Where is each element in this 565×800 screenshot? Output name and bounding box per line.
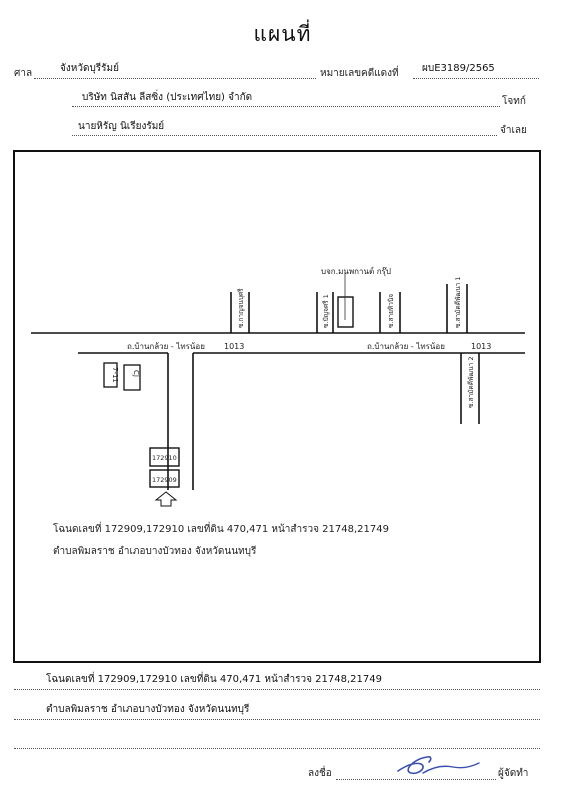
shop-cj-label: CJ — [132, 370, 140, 377]
court-label: ศาล — [14, 68, 33, 79]
map-frame — [13, 150, 541, 663]
court-dotted-line — [34, 78, 316, 79]
road-left-number: 1013 — [224, 342, 245, 351]
handwritten-signature — [393, 745, 483, 781]
plot-172909-label: 172909 — [152, 476, 177, 484]
shop-711-label: 7-11 — [111, 367, 119, 383]
shop-cj-building — [124, 365, 140, 390]
sign-label: ลงชื่อ — [308, 768, 332, 779]
company-building — [338, 297, 353, 327]
footer-info-line-1: โฉนดเลขที่ 172909,172910 เลขที่ดิน 470,471 หน้าสำรวจ 21748,21749 — [46, 674, 382, 685]
company-label: บจก.มนพกานต์ กรุ๊ป — [321, 267, 391, 276]
road-right-number: 1013 — [471, 342, 492, 351]
preparer-label: ผู้จัดทำ — [498, 768, 529, 779]
case-number-label: หมายเลขคดีแดงที่ — [320, 68, 399, 79]
plaintiff-label: โจทก์ — [502, 96, 526, 107]
case-number-dotted-line — [413, 78, 539, 79]
north-arrow-icon — [156, 492, 176, 506]
page-title: แผนที่ — [253, 22, 312, 46]
case-number-value: ผบE3189/2565 — [422, 63, 495, 74]
map-info-line-1: โฉนดเลขที่ 172909,172910 เลขที่ดิน 470,471 หน้าสำรวจ 21748,21749 — [53, 524, 389, 535]
soi-1-label: ซ.กาญจนบุศรี — [237, 288, 245, 328]
footer-dotted-line-2 — [14, 719, 540, 720]
defendant-dotted-line — [72, 135, 497, 136]
footer-info-line-2: ตำบลพิมลราช อำเภอบางบัวทอง จังหวัดนนทบุรี — [46, 704, 250, 715]
soi-4-label: ซ.สามัคคีพัฒนา 1 — [454, 276, 462, 328]
road-right-label: ถ.บ้านกล้วย - ไทรน้อย — [367, 342, 445, 351]
footer-dotted-line-1 — [14, 689, 540, 690]
map-info-line-2: ตำบลพิมลราช อำเภอบางบัวทอง จังหวัดนนทบุรี — [53, 546, 257, 557]
plaintiff-value: บริษัท นิสสัน ลีสซิ่ง (ประเทศไทย) จำกัด — [82, 92, 253, 103]
defendant-label: จำเลย — [500, 125, 527, 136]
soi-5-label: ซ.สามัคคีพัฒนา 2 — [467, 356, 475, 408]
soi-2-label: ซ.ปัญจศรี 1 — [322, 294, 330, 328]
court-value: จังหวัดบุรีรัมย์ — [60, 63, 119, 74]
location-map — [15, 152, 539, 661]
plot-172910-label: 172910 — [152, 454, 177, 462]
plaintiff-dotted-line — [72, 106, 500, 107]
soi-3-label: ซ.สายทิวนิจ — [387, 293, 395, 328]
road-left-label: ถ.บ้านกล้วย - ไทรน้อย — [127, 342, 205, 351]
defendant-value: นายหิรัญ นิเรียงรัมย์ — [78, 121, 165, 132]
